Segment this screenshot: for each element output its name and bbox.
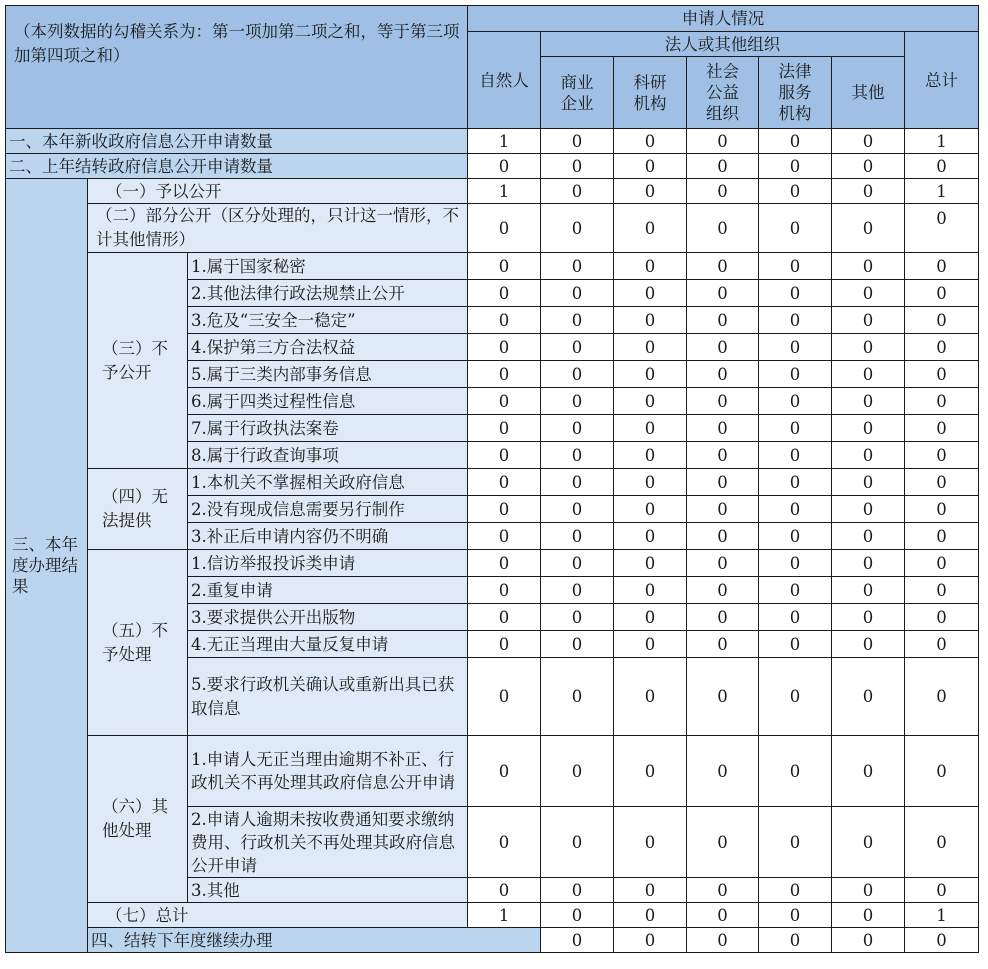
cell-value: 0 xyxy=(541,442,614,469)
row-label: 2.申请人逾期未按收费通知要求缴纳费用、行政机关不再处理其政府信息公开申请 xyxy=(188,807,468,878)
cell-value: 0 xyxy=(468,807,541,878)
natural-person-header: 自然人 xyxy=(468,32,541,129)
cell-value: 0 xyxy=(832,388,905,415)
cell-value: 0 xyxy=(614,807,687,878)
cell-value: 0 xyxy=(905,928,979,953)
cell-value: 1 xyxy=(905,129,979,154)
cell-value: 0 xyxy=(614,496,687,523)
row-label: 2.重复申请 xyxy=(188,577,468,604)
cell-value: 0 xyxy=(687,878,759,903)
cell-value: 0 xyxy=(687,496,759,523)
cell-value: 0 xyxy=(759,154,832,179)
cell-value: 0 xyxy=(759,928,832,953)
cell-value: 0 xyxy=(832,334,905,361)
cell-value: 0 xyxy=(832,361,905,388)
group-label: （六）其他处理 xyxy=(88,736,188,903)
cell-value: 1 xyxy=(468,129,541,154)
row-label: 2.其他法律行政法规禁止公开 xyxy=(188,280,468,307)
cell-value: 0 xyxy=(905,577,979,604)
row-label: 1.申请人无正当理由逾期不补正、行政机关不再处理其政府信息公开申请 xyxy=(188,736,468,807)
research-header: 科研机构 xyxy=(614,57,687,129)
cell-value: 0 xyxy=(468,604,541,631)
row-label: 4.无正当理由大量反复申请 xyxy=(188,631,468,658)
cell-value: 0 xyxy=(759,807,832,878)
cell-value: 0 xyxy=(614,388,687,415)
cell-value: 0 xyxy=(905,807,979,878)
cell-value: 0 xyxy=(541,496,614,523)
cell-value: 0 xyxy=(687,442,759,469)
applicant-header: 申请人情况 xyxy=(468,6,979,32)
cell-value: 0 xyxy=(541,631,614,658)
cell-value: 0 xyxy=(687,736,759,807)
cell-value: 0 xyxy=(759,442,832,469)
row-label: 2.没有现成信息需要另行制作 xyxy=(188,496,468,523)
row-label: 3.危及“三安全一稳定” xyxy=(188,307,468,334)
cell-value: 0 xyxy=(468,469,541,496)
cell-value: 0 xyxy=(759,204,832,253)
cell-value: 0 xyxy=(832,179,905,204)
social-header: 社会公益组织 xyxy=(687,57,759,129)
cell-value: 0 xyxy=(687,928,759,953)
cell-value: 0 xyxy=(687,903,759,928)
row-label: 四、结转下年度继续办理 xyxy=(88,928,541,953)
cell-value: 0 xyxy=(468,307,541,334)
section3-label: 三、本年度办理结果 xyxy=(6,179,88,953)
cell-value: 0 xyxy=(468,204,541,253)
row-label: 8.属于行政查询事项 xyxy=(188,442,468,469)
cell-value: 0 xyxy=(614,928,687,953)
cell-value: 0 xyxy=(905,307,979,334)
cell-value: 0 xyxy=(541,129,614,154)
cell-value: 0 xyxy=(614,415,687,442)
cell-value: 0 xyxy=(541,807,614,878)
cell-value: 0 xyxy=(687,280,759,307)
row-label: 5.要求行政机关确认或重新出具已获取信息 xyxy=(188,658,468,736)
cell-value: 0 xyxy=(687,204,759,253)
cell-value: 0 xyxy=(614,361,687,388)
cell-value: 0 xyxy=(614,442,687,469)
law-header: 法律服务机构 xyxy=(759,57,832,129)
cell-value: 0 xyxy=(468,496,541,523)
cell-value: 0 xyxy=(541,878,614,903)
cell-value: 0 xyxy=(541,253,614,280)
cell-value: 0 xyxy=(614,469,687,496)
cell-value: 0 xyxy=(687,604,759,631)
cell-value: 0 xyxy=(687,523,759,550)
cell-value: 1 xyxy=(905,179,979,204)
cell-value: 0 xyxy=(614,604,687,631)
cell-value: 0 xyxy=(468,334,541,361)
cell-value: 0 xyxy=(759,307,832,334)
cell-value: 0 xyxy=(832,928,905,953)
cell-value: 0 xyxy=(614,280,687,307)
cell-value: 0 xyxy=(468,442,541,469)
cell-value: 0 xyxy=(905,361,979,388)
cell-value: 0 xyxy=(541,469,614,496)
cell-value: 0 xyxy=(759,129,832,154)
cell-value: 0 xyxy=(468,550,541,577)
cell-value: 0 xyxy=(832,523,905,550)
cell-value: 0 xyxy=(905,736,979,807)
cell-value: 0 xyxy=(687,334,759,361)
cell-value: 0 xyxy=(468,388,541,415)
cell-value: 0 xyxy=(759,179,832,204)
table-note: （本列数据的勾稽关系为：第一项加第二项之和，等于第三项加第四项之和） xyxy=(6,6,468,129)
cell-value: 0 xyxy=(832,280,905,307)
cell-value: 0 xyxy=(614,253,687,280)
cell-value: 0 xyxy=(687,577,759,604)
cell-value: 0 xyxy=(905,204,979,253)
cell-value: 0 xyxy=(541,388,614,415)
cell-value: 0 xyxy=(759,334,832,361)
cell-value: 0 xyxy=(759,736,832,807)
cell-value: 0 xyxy=(541,361,614,388)
row-label: 5.属于三类内部事务信息 xyxy=(188,361,468,388)
cell-value: 1 xyxy=(905,903,979,928)
cell-value: 0 xyxy=(614,334,687,361)
cell-value: 0 xyxy=(468,253,541,280)
cell-value: 0 xyxy=(614,658,687,736)
row-label: （一）予以公开 xyxy=(88,179,468,204)
cell-value: 0 xyxy=(832,807,905,878)
group-label: （四）无法提供 xyxy=(88,469,188,550)
cell-value: 0 xyxy=(468,658,541,736)
row-label: 3.要求提供公开出版物 xyxy=(188,604,468,631)
cell-value: 0 xyxy=(905,154,979,179)
gov-info-disclosure-table xyxy=(5,5,979,953)
cell-value: 0 xyxy=(687,253,759,280)
cell-value: 0 xyxy=(541,903,614,928)
row-label: （二）部分公开（区分处理的，只计这一情形，不计其他情形） xyxy=(88,204,468,253)
cell-value: 0 xyxy=(832,550,905,577)
cell-value: 0 xyxy=(614,154,687,179)
cell-value: 0 xyxy=(687,807,759,878)
cell-value: 0 xyxy=(832,577,905,604)
cell-value: 0 xyxy=(468,577,541,604)
row-label: 3.其他 xyxy=(188,878,468,903)
cell-value: 0 xyxy=(468,415,541,442)
cell-value: 0 xyxy=(541,736,614,807)
group-label: （三）不予公开 xyxy=(88,253,188,469)
cell-value: 0 xyxy=(468,154,541,179)
row-label: 4.保护第三方合法权益 xyxy=(188,334,468,361)
cell-value: 0 xyxy=(832,415,905,442)
cell-value: 0 xyxy=(541,577,614,604)
cell-value: 0 xyxy=(541,307,614,334)
cell-value: 0 xyxy=(759,604,832,631)
cell-value: 0 xyxy=(687,361,759,388)
cell-value: 0 xyxy=(541,204,614,253)
cell-value: 0 xyxy=(832,878,905,903)
row-label: 1.本机关不掌握相关政府信息 xyxy=(188,469,468,496)
legal-group-header: 法人或其他组织 xyxy=(541,32,905,57)
cell-value: 0 xyxy=(614,736,687,807)
row-label: 3.补正后申请内容仍不明确 xyxy=(188,523,468,550)
cell-value: 1 xyxy=(468,903,541,928)
row-label: 1.信访举报投诉类申请 xyxy=(188,550,468,577)
other-header: 其他 xyxy=(832,57,905,129)
cell-value: 0 xyxy=(541,179,614,204)
cell-value: 0 xyxy=(832,307,905,334)
row-label: （七）总计 xyxy=(88,903,468,928)
cell-value: 0 xyxy=(614,550,687,577)
cell-value: 0 xyxy=(905,469,979,496)
cell-value: 0 xyxy=(905,280,979,307)
cell-value: 0 xyxy=(759,469,832,496)
cell-value: 0 xyxy=(832,903,905,928)
cell-value: 0 xyxy=(541,334,614,361)
cell-value: 0 xyxy=(541,928,614,953)
cell-value: 0 xyxy=(541,154,614,179)
commercial-header: 商业企业 xyxy=(541,57,614,129)
cell-value: 0 xyxy=(905,334,979,361)
cell-value: 0 xyxy=(759,523,832,550)
cell-value: 0 xyxy=(687,154,759,179)
cell-value: 0 xyxy=(759,550,832,577)
cell-value: 0 xyxy=(905,415,979,442)
cell-value: 0 xyxy=(759,253,832,280)
cell-value: 0 xyxy=(687,388,759,415)
cell-value: 0 xyxy=(832,658,905,736)
cell-value: 0 xyxy=(541,658,614,736)
cell-value: 0 xyxy=(905,253,979,280)
cell-value: 0 xyxy=(687,179,759,204)
cell-value: 0 xyxy=(614,631,687,658)
row-label: 6.属于四类过程性信息 xyxy=(188,388,468,415)
cell-value: 0 xyxy=(614,307,687,334)
cell-value: 0 xyxy=(614,129,687,154)
cell-value: 0 xyxy=(468,523,541,550)
cell-value: 0 xyxy=(614,179,687,204)
cell-value: 0 xyxy=(832,129,905,154)
cell-value: 0 xyxy=(832,204,905,253)
cell-value: 0 xyxy=(759,361,832,388)
cell-value: 0 xyxy=(905,550,979,577)
cell-value: 0 xyxy=(759,903,832,928)
cell-value: 0 xyxy=(541,280,614,307)
cell-value: 0 xyxy=(832,154,905,179)
cell-value: 0 xyxy=(614,577,687,604)
cell-value: 0 xyxy=(614,204,687,253)
cell-value: 1 xyxy=(468,179,541,204)
cell-value: 0 xyxy=(687,631,759,658)
cell-value: 0 xyxy=(832,604,905,631)
cell-value: 0 xyxy=(832,496,905,523)
row-label: 1.属于国家秘密 xyxy=(188,253,468,280)
cell-value: 0 xyxy=(905,658,979,736)
cell-value: 0 xyxy=(541,604,614,631)
cell-value: 0 xyxy=(468,736,541,807)
cell-value: 0 xyxy=(759,878,832,903)
cell-value: 0 xyxy=(759,280,832,307)
row-label: 7.属于行政执法案卷 xyxy=(188,415,468,442)
cell-value: 0 xyxy=(687,415,759,442)
cell-value: 0 xyxy=(759,658,832,736)
cell-value: 0 xyxy=(905,496,979,523)
cell-value: 0 xyxy=(468,280,541,307)
cell-value: 0 xyxy=(687,550,759,577)
cell-value: 0 xyxy=(905,442,979,469)
cell-value: 0 xyxy=(905,388,979,415)
cell-value: 0 xyxy=(687,307,759,334)
row-label: 二、上年结转政府信息公开申请数量 xyxy=(6,154,468,179)
cell-value: 0 xyxy=(541,523,614,550)
cell-value: 0 xyxy=(541,415,614,442)
cell-value: 0 xyxy=(832,631,905,658)
cell-value: 0 xyxy=(614,903,687,928)
cell-value: 0 xyxy=(905,604,979,631)
cell-value: 0 xyxy=(759,631,832,658)
cell-value: 0 xyxy=(832,469,905,496)
total-header: 总计 xyxy=(905,32,979,129)
cell-value: 0 xyxy=(687,658,759,736)
group-label: （五）不予处理 xyxy=(88,550,188,736)
cell-value: 0 xyxy=(759,496,832,523)
cell-value: 0 xyxy=(832,442,905,469)
row-label: 一、本年新收政府信息公开申请数量 xyxy=(6,129,468,154)
cell-value: 0 xyxy=(905,523,979,550)
cell-value: 0 xyxy=(541,550,614,577)
cell-value: 0 xyxy=(468,878,541,903)
cell-value: 0 xyxy=(468,361,541,388)
cell-value: 0 xyxy=(614,878,687,903)
cell-value: 0 xyxy=(687,129,759,154)
cell-value: 0 xyxy=(468,631,541,658)
cell-value: 0 xyxy=(759,388,832,415)
cell-value: 0 xyxy=(832,736,905,807)
cell-value: 0 xyxy=(687,469,759,496)
cell-value: 0 xyxy=(905,631,979,658)
cell-value: 0 xyxy=(759,577,832,604)
cell-value: 0 xyxy=(832,253,905,280)
cell-value: 0 xyxy=(759,415,832,442)
cell-value: 0 xyxy=(905,878,979,903)
cell-value: 0 xyxy=(614,523,687,550)
